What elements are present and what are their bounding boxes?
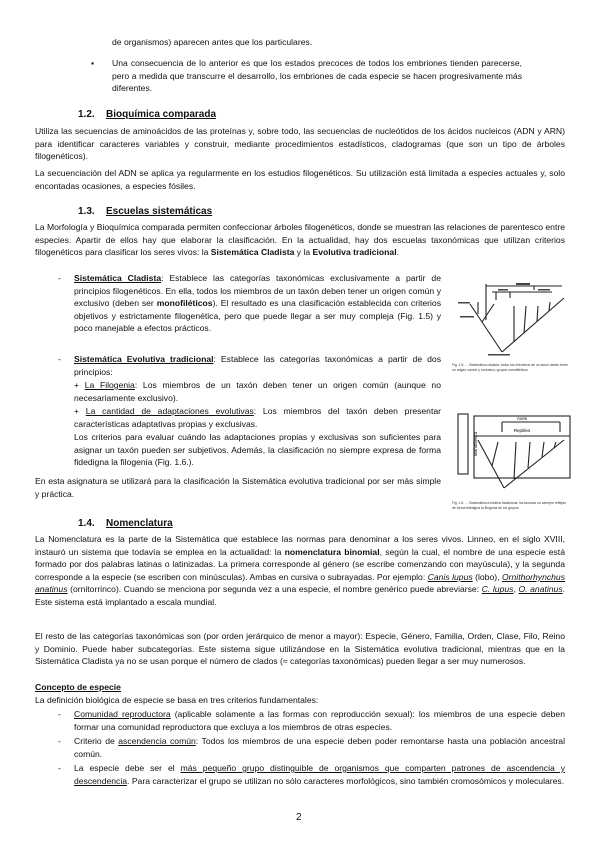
figure-caption xyxy=(452,501,570,509)
item-cladista xyxy=(74,272,441,335)
bullet-dot-icon: ▪ xyxy=(91,58,95,68)
paragraph-text: . xyxy=(396,247,399,258)
heading-1-2 xyxy=(78,108,216,121)
subitem-text: : Los miembros de un taxón deben tener un origen común (aunque no necesariamente exclusivo). xyxy=(74,380,441,403)
paragraph-text: El resto de las categorías taxonómicas son (por orden jerárquico de menor a mayor): Especie, Género, Familia, Orden, Clase, Filo, Reino y Dominio. Puede haber subcategorías. Este sistema sigue utilizándose en la Sistemática evolutiva tradicional, mientras que en la Sistemática Cladista ya no se usan porque el número de clados (≈ categorías taxonómicas) pueden llegar a ser muy numerosos. xyxy=(35,631,565,667)
item-text: : Establece las categorías taxonómicas exclusivamente a partir de principios filogenéticos. En ella, todos los miembros de un taxón deben tener un origen común y exclusivo (deben ser xyxy=(74,273,441,309)
bullet-continuation-text: de organismos) aparecen antes que los particulares. xyxy=(112,37,313,47)
bullet-continuation xyxy=(112,36,522,49)
separator: , xyxy=(513,584,519,595)
caption-text: Fig. 1.6. ... Sistemática evolutiva tradicional: los taxones no siempre reflejan de forma fidedigna la filogenia de los grupos. xyxy=(452,501,567,510)
paragraph-text: La definición biológica de especie se basa en tres criterios fundamentales: xyxy=(35,695,319,705)
paragraph-text: (ornitorrinco). Cuando se menciona por segunda vez a una especie, el nombre genérico puede abreviarse: xyxy=(67,584,482,595)
species-example-2: Ornithorhynchus anatinus xyxy=(35,571,566,595)
paragraph-text: En esta asignatura se utilizará para la clasificación la Sistemática evolutiva tradicional por ser más simple y práctica. xyxy=(35,476,441,499)
dash-bullet: - xyxy=(58,763,61,773)
dash-bullet: - xyxy=(58,354,61,364)
subitem-title: La Filogenia xyxy=(84,380,135,390)
paragraph-text: y la xyxy=(294,247,313,258)
bullet-embryo-text: Una consecuencia de lo anterior es que los estados precoces de todos los embriones tienden parecerse, pero a medida que transcurre el desarrollo, los embriones de cada especie se hacen progresivamente más diferentes. xyxy=(112,58,522,94)
item-text: : Establece las categorías taxonómicas a partir de dos principios: xyxy=(74,354,441,377)
species-abbrev-1: C. lupus xyxy=(481,584,514,595)
paragraph-escuelas xyxy=(35,221,565,259)
paragraph-bioquimica-1 xyxy=(35,125,565,163)
species-example-1: Canis lupus xyxy=(427,571,473,582)
item-evolutiva xyxy=(74,353,441,378)
criterion-text: La especie debe ser el xyxy=(74,763,181,773)
paragraph-nomenclatura xyxy=(35,533,565,609)
paragraph-text: Utiliza las secuencias de aminoácidos de las proteínas y, sobre todo, las secuencias de nucleótidos de los ácidos nucleicos (ADN y ARN) para identificar caracteres variables y construir, mediante procedimientos estadísticos, cladogramas (que son un tipo de árboles filogenéticos). xyxy=(35,126,565,162)
subitem-filogenia xyxy=(74,379,441,404)
paragraph-text: . Este sistema está implantado a escala mundial. xyxy=(35,584,566,607)
heading-title: Bioquímica comparada xyxy=(106,109,217,120)
paragraph-categorias xyxy=(35,630,565,668)
paragraph-text: Los criterios para evaluar cuándo las adaptaciones propias y exclusivas son suficientes para asignar un taxón pueden ser subjetivos. Además, la clasificación no siempre expresa de forma fidedigna la filogenia (Fig. 1.6.). xyxy=(74,432,441,468)
paragraph-criterios xyxy=(74,431,441,469)
heading-1-3 xyxy=(78,205,212,218)
heading-title: Nomenclatura xyxy=(106,518,173,529)
concept-heading xyxy=(35,681,335,694)
heading-1-4 xyxy=(78,517,173,530)
dash-bullet: - xyxy=(58,736,61,746)
criterion-text: . Para caracterizar el grupo se utilizan no sólo caracteres morfológicos, sino también cromosómicos y moleculares. xyxy=(127,775,565,786)
paragraph-text: (lobo), xyxy=(472,571,502,582)
bullet-embryo xyxy=(112,57,522,95)
dash-bullet: - xyxy=(58,709,61,719)
label-reptiles: Reptiles xyxy=(513,428,531,433)
criterion-grupo xyxy=(74,762,565,787)
heading-number: 1.2. xyxy=(78,109,95,120)
criterion-text: : Todos los miembros de una especie deben poder remontarse hasta una población ancestral común. xyxy=(74,736,565,759)
subitem-title: La cantidad de adaptaciones evolutivas xyxy=(85,406,254,416)
phylogeny-illustration xyxy=(452,396,572,496)
term-binomial: nomenclatura binomial xyxy=(284,546,380,557)
item-text: ). El resultado es una clasificación establecida con criterios objetivos y estrictamente filogenética, pero que puede llegar a ser muy compleja (Fig. 1.5) y poco manejable a efectos prácticos. xyxy=(74,298,441,334)
label-monofiletico: Monofilético xyxy=(473,431,478,457)
item-title: Sistemática Evolutiva tradicional xyxy=(74,354,214,364)
caption-text: Fig. 1.5. ... Sistemática cladista: todos los miembros de un taxón deben tener un origen común y exclusivo; grupos monofiléticos. xyxy=(452,363,568,372)
term-cladista: Sistemática Cladista xyxy=(210,247,295,258)
criterion-title: Comunidad reproductora xyxy=(74,709,171,719)
label-aves: Aves xyxy=(516,416,528,421)
paragraph-text: La secuenciación del ADN se aplica ya regularmente en los estudios filogenéticos. Su utilización está limitada a especies actuales y, solo encontadas ocasiones, a especies fósiles. xyxy=(35,168,565,191)
plus-bullet: + xyxy=(74,406,80,416)
concept-heading-text: Concepto de especie xyxy=(35,682,121,692)
plus-bullet: + xyxy=(74,380,80,390)
term-monofileticos: monofiléticos xyxy=(156,298,213,309)
term-evolutiva: Evolutiva tradicional xyxy=(312,247,397,258)
paragraph-text: , según la cual, el nombre de una especie está formado por dos palabras latinas o latinizadas. La primera corresponde al género (se escribe comenzando con mayúscula), y la segunda corresponde a la especie (se escriben con minúsculas). Ambas en cursiva o subrayadas. Por ejemplo: xyxy=(35,546,565,582)
heading-number: 1.3. xyxy=(78,206,95,217)
species-abbrev-2: O. anatinus xyxy=(518,584,563,595)
page-number: 2 xyxy=(296,812,302,823)
subitem-text: : Los miembros del taxón deben presentar características adaptativas propias y exclusivas. xyxy=(74,406,441,429)
figure-1-5 xyxy=(452,276,572,372)
paragraph-text: La Nomenclatura es la parte de la Sistemática que establece las normas para denominar a los seres vivos. Linneo, en el siglo XVIII, instauró un sistema que todavía se emplea en la actualidad: la xyxy=(35,534,565,557)
paragraph-bioquimica-2 xyxy=(35,167,565,192)
criterion-text: Criterio de xyxy=(74,736,119,746)
paragraph-text: La Morfología y Bioquímica comparada permiten confeccionar árboles filogenéticos, donde se muestran las relaciones de parentesco entre especies. Apartir de ellos hay que elaborar la clasificación. En la actualidad, hay dos escuelas taxonómicas que utilizan criterios filogenéticos para clasificar los seres vivos: la xyxy=(35,222,565,258)
heading-number: 1.4. xyxy=(78,518,95,529)
criterion-title: más pequeño grupo distinguible de organismos que comparten patrones de ascendencia y descendencia xyxy=(74,763,565,786)
criterion-text: (aplicable solamente a las formas con reproducción sexual): los miembros de una especie deben formar una comunidad reproductora que excluya a los miembros de otras especies. xyxy=(74,709,565,732)
figure-caption xyxy=(452,363,570,371)
criterion-title: ascendencia común xyxy=(118,736,196,746)
heading-title: Escuelas sistemáticas xyxy=(106,206,213,217)
criterion-comunidad xyxy=(74,708,565,733)
dash-bullet: - xyxy=(58,273,61,283)
criterion-ascendencia xyxy=(74,735,565,760)
figure-1-6 xyxy=(452,396,572,514)
paragraph-concept-intro xyxy=(35,694,565,707)
subitem-adaptaciones xyxy=(74,405,441,430)
cladogram-illustration xyxy=(452,276,572,358)
paragraph-asignatura xyxy=(35,475,441,500)
item-title: Sistemática Cladista xyxy=(74,273,162,283)
